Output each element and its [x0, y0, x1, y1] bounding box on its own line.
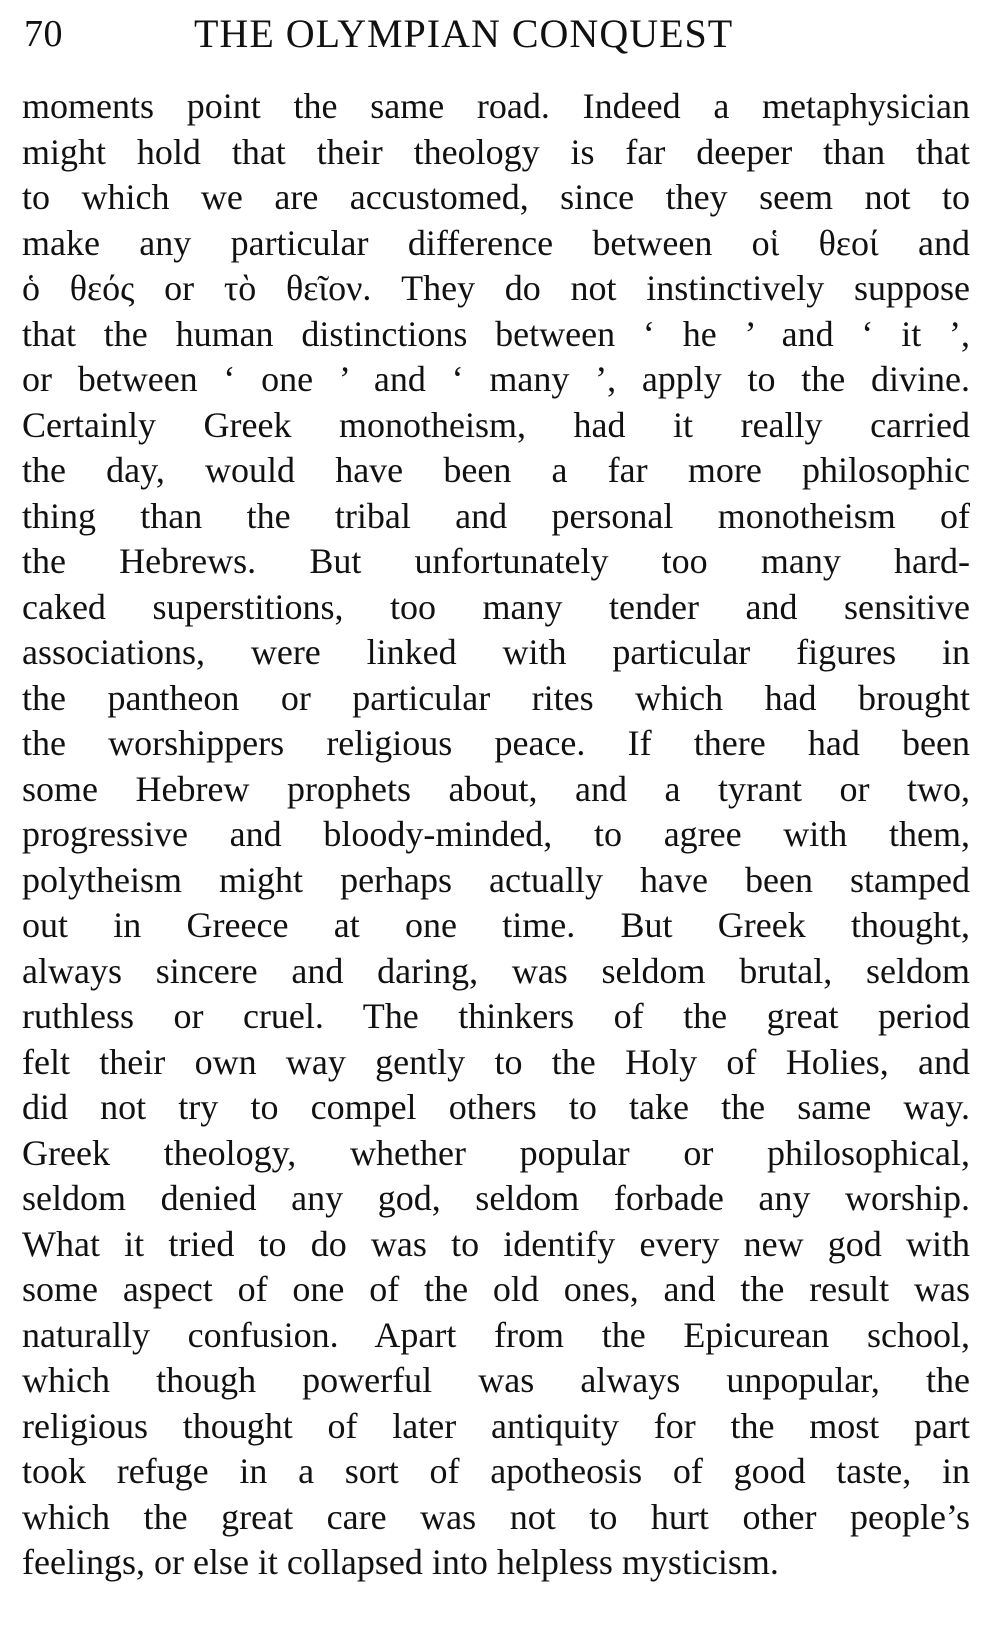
text-line: which the great care was not to hurt other people’s [22, 1496, 970, 1537]
text-line: religious thought of later antiquity for the most part [22, 1405, 970, 1446]
text-line: some aspect of one of the old ones, and the result was [22, 1269, 970, 1309]
running-title: THE OLYMPIAN CONQUEST [194, 11, 734, 56]
text-line: ὁ θεός or τὸ θεῖον. They do not instinctively suppose [22, 268, 970, 308]
text-line: took refuge in a sort of apotheosis of good taste, in [22, 1451, 970, 1491]
running-head [24, 6, 969, 62]
text-line: always sincere and daring, was seldom brutal, seldom [22, 950, 970, 991]
text-line: the Hebrews. But unfortunately too many hard- [22, 541, 970, 581]
page-number: 70 [24, 13, 63, 55]
text-line: progressive and bloody-minded, to agree with them, [22, 814, 970, 854]
text-line: naturally confusion. Apart from the Epicurean school, [22, 1314, 970, 1355]
text-line: did not try to compel others to take the same way. [22, 1087, 970, 1127]
text-line: make any particular difference between οἱ θεοί and [22, 222, 970, 263]
text-line: to which we are accustomed, since they seem not to [22, 177, 970, 217]
text-line: Greek theology, whether popular or philosophical, [22, 1132, 970, 1173]
text-line: associations, were linked with particular figures in [22, 632, 970, 672]
text-line: the day, would have been a far more philosophic [22, 450, 970, 490]
body-text [22, 84, 970, 1586]
text-line: some Hebrew prophets about, and a tyrant or two, [22, 768, 970, 809]
text-line: thing than the tribal and personal monotheism of [22, 495, 970, 536]
text-line: ruthless or cruel. The thinkers of the great period [22, 996, 970, 1036]
text-line: feelings, or else it collapsed into helpless mysticism. [22, 1542, 779, 1582]
text-line: the pantheon or particular rites which had brought [22, 677, 970, 718]
text-line: which though powerful was always unpopular, the [22, 1360, 970, 1400]
text-line: the worshippers religious peace. If there had been [22, 723, 970, 763]
text-line: out in Greece at one time. But Greek thought, [22, 905, 970, 945]
text-line: that the human distinctions between ‘ he ’ and ‘ it ’, [22, 313, 970, 354]
text-line: What it tried to do was to identify every new god with [22, 1223, 970, 1264]
text-line: moments point the same road. Indeed a metaphysician [22, 86, 970, 126]
text-line: polytheism might perhaps actually have been stamped [22, 859, 970, 900]
text-line: felt their own way gently to the Holy of Holies, and [22, 1041, 970, 1082]
text-line: seldom denied any god, seldom forbade any worship. [22, 1178, 970, 1218]
text-line: Certainly Greek monotheism, had it really carried [22, 404, 970, 445]
text-line: might hold that their theology is far deeper than that [22, 131, 970, 172]
text-line: or between ‘ one ’ and ‘ many ’, apply to the divine. [22, 359, 970, 399]
text-line: caked superstitions, too many tender and sensitive [22, 586, 970, 627]
